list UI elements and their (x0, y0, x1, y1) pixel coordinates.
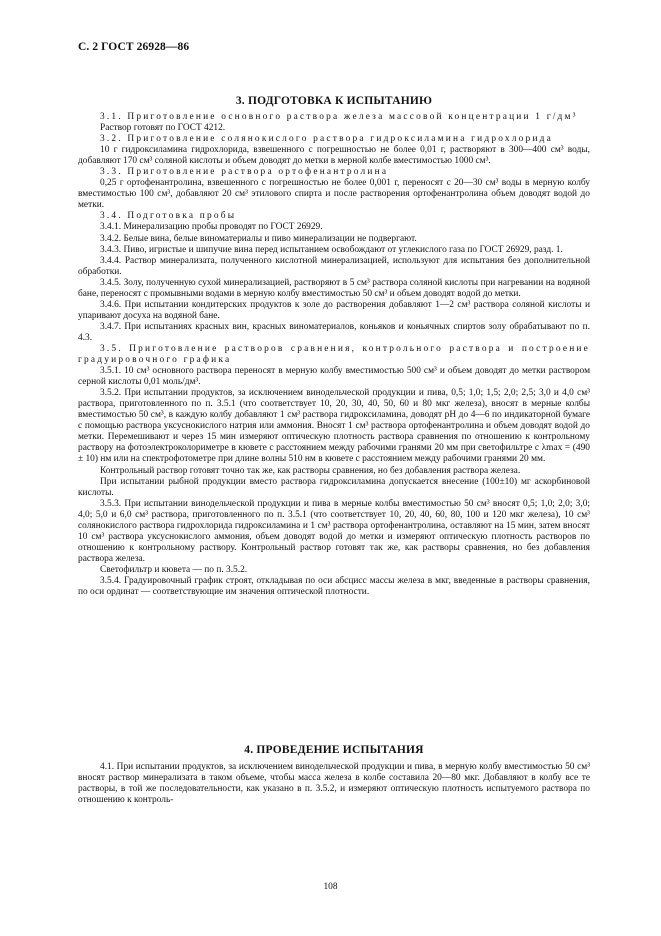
para-3-5-head: 3.5. Приготовление растворов сравнения, контрольного раствора и построение градуировочного графика (78, 343, 590, 366)
para-3-3-head: 3.3. Приготовление раствора ортофенантролина (100, 167, 389, 178)
para-3-4-7: 3.4.7. При испытаниях красных вин, красных виноматериалов, коньяков и коньячных спиртов золу обрабатывают по п. 4.3. (78, 321, 590, 343)
para-3-5-3: 3.5.3. При испытании винодельческой продукции и пива в мерные колбы вместимостью 50 см³ вносят 0,5; 1,0; 2,0; 3,0; 4,0; 5,0 и 6,0 см³ раствора, приготовленного по п. 3.5.1 (что соответствует 10, 20, 40, 60, 80, 100 и 120 мкг железа), 10 см³ солянокислого раствора гидрохлорида гидроксиламина и 1 см³ раствора ортофенантролина, оставляют на 15 мин, затем вносят 10 см³ раствора уксуснокислого аммония, объем доводят водой до метки и измеряют оптическую плотность растворов по отношению к контрольному раствору. Контрольный раствор готовят так же, как растворы сравнения, но без добавления раствора железа. (78, 498, 590, 564)
section-4-body (78, 762, 590, 806)
section-4-title: 4. ПРОВЕДЕНИЕ ИСПЫТАНИЯ (244, 744, 424, 756)
para-3-4-1: 3.4.1. Минерализацию пробы проводят по ГОСТ 26929. (100, 222, 323, 233)
para-control-solution: Контрольный раствор готовят точно так же, как растворы сравнения, но без добавления раствора железа. (100, 465, 521, 476)
para-3-4-3: 3.4.3. Пиво, игристые и шипучие вина перед испытанием освобождают от углекислого газа по ГОСТ 26929, разд. 1. (100, 244, 563, 255)
para-3-2-head: 3.2. Приготовление солянокислого раствора гидроксиламина гидрохлорида (100, 134, 553, 145)
para-3-4-4: 3.4.4. Раствор минерализата, полученного кислотной минерализацией, используют для испытания без дополнительной обработки. (78, 255, 590, 277)
para-3-5-1: 3.5.1. 10 см³ основного раствора переносят в мерную колбу вместимостью 500 см³ и объем доводят до метки раствором серной кислоты 0,01 моль/дм³. (78, 366, 590, 388)
para-filter-cuvette: Светофильтр и кювета — по п. 3.5.2. (100, 564, 248, 575)
para-3-4-5: 3.4.5. Золу, полученную сухой минерализацией, растворяют в 5 см³ раствора соляной кислоты при нагревании на водяной бане, переносят с промывными водами в мерную колбу вместимостью 50 см³ и объем доводят водой до метки. (78, 277, 590, 299)
section-3-title: 3. ПОДГОТОВКА К ИСПЫТАНИЮ (235, 95, 433, 107)
page-number: 108 (323, 882, 338, 892)
para-3-5-2: 3.5.2. При испытании продуктов, за исключением винодельческой продукции и пива, 0,5; 1,0; 1,5; 2,0; 2,5; 3,0 и 4,0 см³ раствора, приготовленного по п. 3.5.1 (что соответствует 10, 20, 30, 40, 50, 60 и 80 мкг железа), вносят в мерные колбы вместимостью 50 см³, в каждую колбу добавляют 1 см³ раствора гидроксиламина, доводят pH до 4—6 по индикаторной бумаге с помощью раствора уксуснокислого натрия или аммония. Вносят 1 см³ раствора ортофенантролина и объем доводят водой до метки. Перемешивают и через 15 мин измеряют оптическую плотность раствора сравнения по отношению к контрольному раствору на фотоэлектроколориметре в кювете с расстоянием между рабочими гранями 20 мм при светофильтре с λmax = (490 ± 10) нм или на спектрофотометре при длине волны 510 нм в кювете с расстоянием между рабочими гранями 20 мм. (78, 388, 590, 465)
para-4-1: 4.1. При испытании продуктов, за исключением винодельческой продукции и пива, в мерную колбу вместимостью 50 см³ вносят раствор минерализата в таком объеме, чтобы масса железа в колбе составила 20—80 мкг. Добавляют в колбу все те растворы, в той же последовательности, как указано в п. 3.5.2, и измеряют оптическую плотность испытуемого раствора по отношению к контроль- (78, 762, 590, 806)
para-3-4-head: 3.4. Подготовка пробы (100, 211, 237, 222)
para-3-4-2: 3.4.2. Белые вина, белые виноматериалы и пиво минерализации не подвергают. (100, 233, 417, 244)
para-3-1-head: 3.1. Приготовление основного раствора железа массовой концентрации 1 г/дм³ (100, 112, 578, 122)
page-header: С. 2 ГОСТ 26928—86 (78, 41, 190, 53)
para-3-5-4: 3.5.4. Градуировочный график строят, откладывая по оси абсцисс массы железа в мкг, введенные в растворы сравнения, по оси ординат — соответствующие им значения оптической плотности. (78, 575, 590, 598)
para-3-1-text: Раствор готовят по ГОСТ 4212. (100, 123, 226, 134)
section-3-body (78, 112, 590, 598)
para-3-3-text: 0,25 г ортофенантролина, взвешенного с погрешностью не более 0,001 г, переносят с 20—30 см³ воды в мерную колбу вместимостью 100 см³, добавляют 20 см³ этилового спирта и после растворения ортофенантролина объем доводят водой до метки. (78, 178, 590, 211)
para-fish-products: При испытании рыбной продукции вместо раствора гидроксиламина допускается внесение (100±10) мг аскорбиновой кислоты. (78, 476, 590, 498)
para-3-2-text: 10 г гидроксиламина гидрохлорида, взвешенного с погрешностью не более 0,01 г, растворяют в 300—400 см³ воды, добавляют 170 см³ соляной кислоты и объем доводят до метки в мерной колбе вместимостью 1000 см³. (78, 145, 590, 167)
para-3-4-6: 3.4.6. При испытании кондитерских продуктов к золе до растворения добавляют 1—2 см³ раствора соляной кислоты и упаривают досуха на водяной бане. (78, 299, 590, 321)
